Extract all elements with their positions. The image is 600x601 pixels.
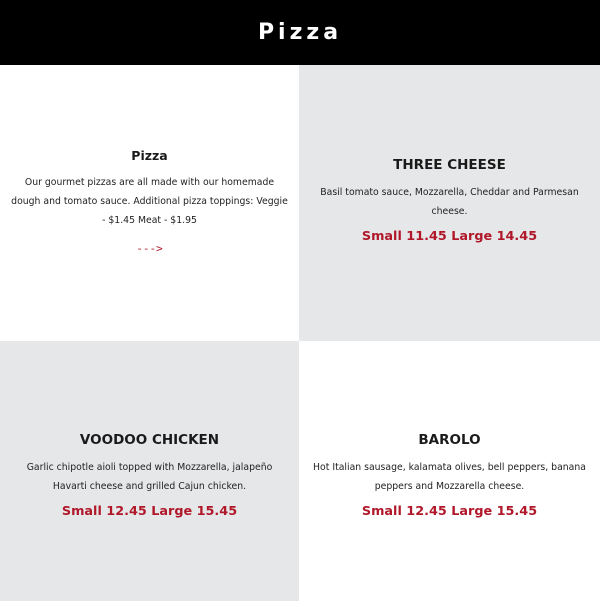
menu-item-price: Small 11.45 Large 14.45 [361,229,538,244]
menu-item-price: Small 12.45 Large 15.45 [361,504,538,519]
menu-item-description: Garlic chipotle aioli topped with Mozzarella, jalapeño Havarti cheese and grilled Cajun chicken. [26,462,273,492]
page-header [0,0,600,65]
menu-grid [0,65,600,601]
menu-card-pizza [0,65,299,341]
page-title: Pizza [257,20,343,45]
menu-card-three-cheese [299,65,600,341]
menu-item-title: VOODOO CHICKEN [79,432,220,448]
menu-item-title: BAROLO [418,432,481,448]
menu-item-title: THREE CHEESE [393,157,506,173]
menu-item-description: Basil tomato sauce, Mozzarella, Cheddar and Parmesan cheese. [320,187,579,217]
menu-item-description: Hot Italian sausage, kalamata olives, bell peppers, banana peppers and Mozzarella cheese. [313,462,586,492]
menu-item-title: Pizza [131,148,168,163]
more-arrow-link[interactable]: ---> [136,242,163,255]
menu-item-description: Our gourmet pizzas are all made with our homemade dough and tomato sauce. Additional pizza toppings: Veggie - $1.45 Meat - $1.95 [11,177,288,226]
menu-item-price: Small 12.45 Large 15.45 [61,504,238,519]
menu-card-barolo [299,341,600,601]
menu-card-voodoo-chicken [0,341,299,601]
